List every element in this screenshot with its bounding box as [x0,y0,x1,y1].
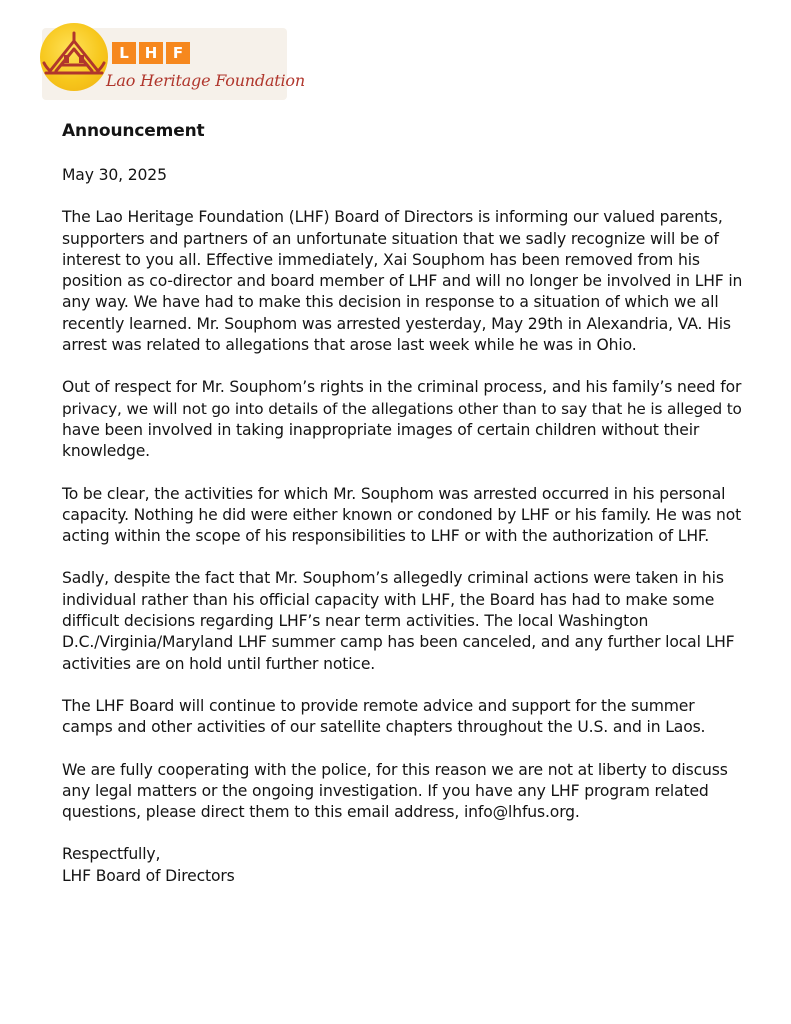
logo-letter-f: F [166,42,190,64]
paragraph-line: supporters and partners of an unfortunate situation that we sadly recognize will be of [62,229,719,248]
logo-letter-h: H [139,42,163,64]
paragraph-line: Sadly, despite the fact that Mr. Souphom’s allegedly criminal actions were taken in his [62,569,724,588]
paragraph-line: position as co-director and board member of LHF and will no longer be involved in LHF in [62,272,743,291]
logo-letter-l: L [112,42,136,64]
paragraph [62,484,742,548]
paragraph [62,696,742,739]
paragraph-line: activities are on hold until further notice. [62,654,376,673]
closing-line: Respectfully, [62,845,161,864]
signature-line: LHF Board of Directors [62,866,235,885]
announcement-body [62,120,742,887]
paragraph-line: any way. We have had to make this decision in response to a situation of which we all [62,293,719,312]
paragraph-line: The LHF Board will continue to provide remote advice and support for the summer [62,696,695,715]
paragraph [62,760,742,824]
paragraph-line: To be clear, the activities for which Mr. Souphom was arrested occurred in his personal [62,484,726,503]
paragraph-line: individual rather than his official capacity with LHF, the Board has had to make some [62,590,715,609]
paragraph-line: privacy, we will not go into details of the allegations other than to say that he is alleged to [62,399,742,418]
paragraph-line: acting within the scope of his responsibilities to LHF or with the authorization of LHF. [62,527,710,546]
announcement-date: May 30, 2025 [62,166,167,184]
paragraph-line: have been involved in taking inappropriate images of certain children without their [62,420,700,439]
page-title: Announcement [62,121,205,141]
paragraph [62,568,742,674]
paragraph [62,377,742,462]
paragraph-line: any legal matters or the ongoing investigation. If you have any LHF program related [62,781,709,800]
paragraph-line: recently learned. Mr. Souphom was arrested yesterday, May 29th in Alexandria, VA. His [62,314,731,333]
paragraph-line: The Lao Heritage Foundation (LHF) Board of Directors is informing our valued parents, [62,208,723,227]
paragraph-line: D.C./Virginia/Maryland LHF summer camp has been canceled, and any further local LHF [62,633,735,652]
paragraph-line: camps and other activities of our satellite chapters throughout the U.S. and in Laos. [62,718,706,737]
paragraph-line: Out of respect for Mr. Souphom’s rights in the criminal process, and his family’s need for [62,378,742,397]
paragraph-line: questions, please direct them to this email address, info@lhfus.org. [62,803,580,822]
logo-foundation-name: Lao Heritage Foundation [106,71,305,90]
paragraph-line: interest to you all. Effective immediately, Xai Souphom has been removed from his [62,250,700,269]
paragraph-line: arrest was related to allegations that arose last week while he was in Ohio. [62,336,637,355]
paragraph-line: We are fully cooperating with the police, for this reason we are not at liberty to discuss [62,760,728,779]
signature-block [62,844,742,887]
paragraph [62,207,742,356]
paragraph-line: knowledge. [62,442,150,461]
paragraph-line: difficult decisions regarding LHF’s near term activities. The local Washington [62,612,649,631]
temple-roof-icon [40,23,108,91]
paragraph-line: capacity. Nothing he did were either known or condoned by LHF or his family. He was not [62,505,742,524]
lhf-logo [32,20,305,100]
